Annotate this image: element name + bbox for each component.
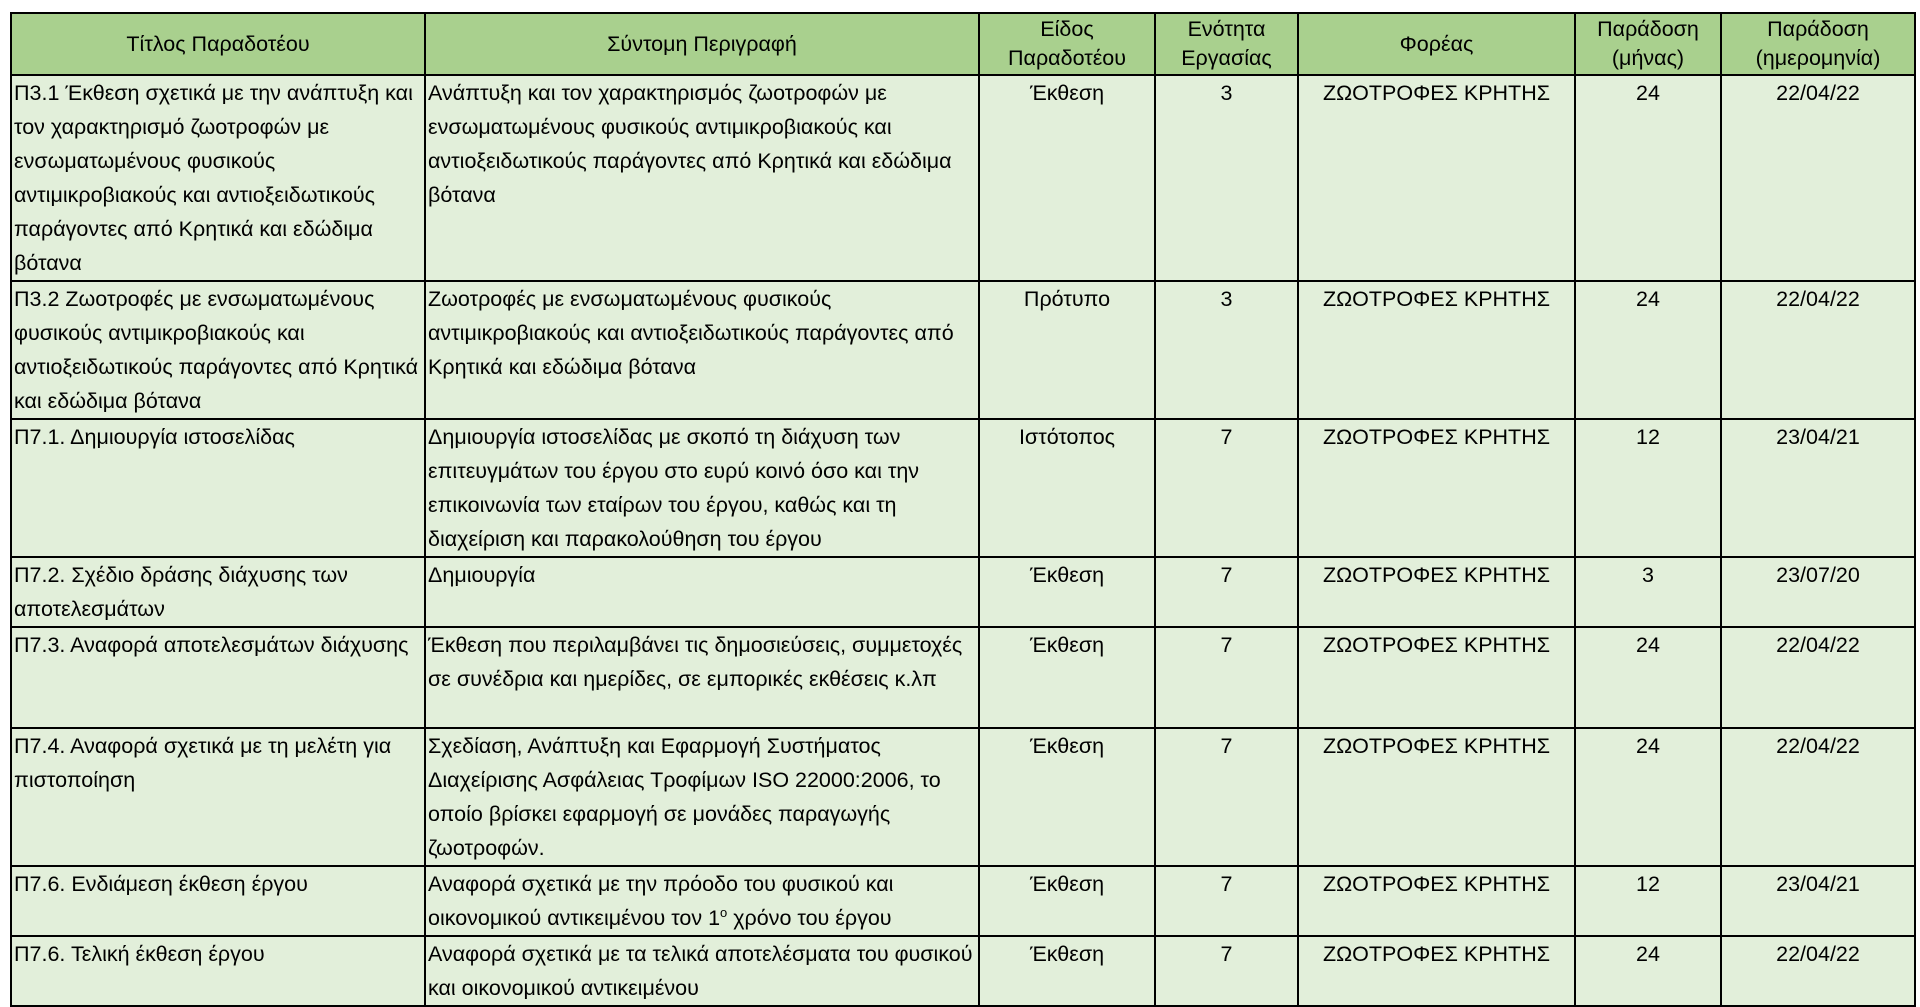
deliverable-title: Π7.3. Αναφορά αποτελεσμάτων διάχυσης [11,627,425,728]
deliverable-month: 24 [1575,627,1721,728]
header-partner: Φορέας [1298,13,1575,75]
table-row [11,728,1915,866]
deliverable-date: 22/04/22 [1721,936,1915,1006]
deliverable-work-package: 3 [1155,75,1298,281]
deliverable-description: Αναφορά σχετικά με τα τελικά αποτελέσματα του φυσικού και οικονομικού αντικειμένου [425,936,979,1006]
deliverable-partner: ΖΩΟΤΡΟΦΕΣ ΚΡΗΤΗΣ [1298,281,1575,419]
deliverable-month: 3 [1575,557,1721,627]
table-row [11,866,1915,936]
deliverables-table [10,12,1916,1007]
deliverable-month: 12 [1575,419,1721,557]
deliverable-description: Σχεδίαση, Ανάπτυξη και Εφαρμογή Συστήματος Διαχείρισης Ασφάλειας Τροφίμων ISO 22000:2006, το οποίο βρίσκει εφαρμογή σε μονάδες παραγωγής ζωοτροφών. [425,728,979,866]
deliverable-description [425,866,979,936]
deliverable-title: Π3.1 Έκθεση σχετικά με την ανάπτυξη και τον χαρακτηρισμό ζωοτροφών με ενσωματωμένους φυσικούς αντιμικροβιακούς και αντιοξειδωτικούς παράγοντες από Κρητικά και εδώδιμα βότανα [11,75,425,281]
table-row [11,936,1915,1006]
ordinal-superscript: ο [720,904,728,920]
deliverable-work-package: 3 [1155,281,1298,419]
header-title: Τίτλος Παραδοτέου [11,13,425,75]
deliverable-partner: ΖΩΟΤΡΟΦΕΣ ΚΡΗΤΗΣ [1298,419,1575,557]
deliverable-work-package: 7 [1155,936,1298,1006]
deliverable-description: Δημιουργία ιστοσελίδας με σκοπό τη διάχυση των επιτευγμάτων του έργου στο ευρύ κοινό όσο και την επικοινωνία των εταίρων του έργου, καθώς και τη διαχείριση και παρακολούθηση του έργου [425,419,979,557]
deliverable-work-package: 7 [1155,419,1298,557]
deliverable-description: Έκθεση που περιλαμβάνει τις δημοσιεύσεις, συμμετοχές σε συνέδρια και ημερίδες, σε εμπορικές εκθέσεις κ.λπ [425,627,979,728]
header-type: Είδος Παραδοτέου [979,13,1155,75]
deliverable-date: 23/04/21 [1721,866,1915,936]
deliverable-month: 24 [1575,75,1721,281]
table-row [11,627,1915,728]
deliverable-date: 23/04/21 [1721,419,1915,557]
deliverable-title: Π7.2. Σχέδιο δράσης διάχυσης των αποτελεσμάτων [11,557,425,627]
deliverable-type: Έκθεση [979,75,1155,281]
deliverable-title: Π3.2 Ζωοτροφές με ενσωματωμένους φυσικούς αντιμικροβιακούς και αντιοξειδωτικούς παράγοντες από Κρητικά και εδώδιμα βότανα [11,281,425,419]
deliverable-month: 12 [1575,866,1721,936]
deliverable-type: Πρότυπο [979,281,1155,419]
deliverable-type: Έκθεση [979,866,1155,936]
deliverable-partner: ΖΩΟΤΡΟΦΕΣ ΚΡΗΤΗΣ [1298,557,1575,627]
table-row [11,419,1915,557]
deliverable-title: Π7.4. Αναφορά σχετικά με τη μελέτη για πιστοποίηση [11,728,425,866]
deliverable-title: Π7.6. Τελική έκθεση έργου [11,936,425,1006]
description-text: χρόνο του έργου [727,906,892,930]
table-row [11,281,1915,419]
deliverable-partner: ΖΩΟΤΡΟΦΕΣ ΚΡΗΤΗΣ [1298,75,1575,281]
deliverable-description: Δημιουργία [425,557,979,627]
deliverable-type: Ιστότοπος [979,419,1155,557]
header-row [11,13,1915,75]
deliverable-partner: ΖΩΟΤΡΟΦΕΣ ΚΡΗΤΗΣ [1298,866,1575,936]
header-date: Παράδοση (ημερομηνία) [1721,13,1915,75]
deliverable-description: Ανάπτυξη και τον χαρακτηρισμός ζωοτροφών με ενσωματωμένους φυσικούς αντιμικροβιακούς και αντιοξειδωτικούς παράγοντες από Κρητικά και εδώδιμα βότανα [425,75,979,281]
deliverable-date: 22/04/22 [1721,75,1915,281]
deliverable-partner: ΖΩΟΤΡΟΦΕΣ ΚΡΗΤΗΣ [1298,936,1575,1006]
deliverable-date: 22/04/22 [1721,627,1915,728]
description-text: Αναφορά σχετικά με την πρόοδο του φυσικού και οικονομικού αντικειμένου τον 1 [428,872,894,930]
deliverable-date: 22/04/22 [1721,281,1915,419]
table-row [11,75,1915,281]
deliverable-partner: ΖΩΟΤΡΟΦΕΣ ΚΡΗΤΗΣ [1298,627,1575,728]
deliverable-month: 24 [1575,281,1721,419]
deliverable-description: Ζωοτροφές με ενσωματωμένους φυσικούς αντιμικροβιακούς και αντιοξειδωτικούς παράγοντες από Κρητικά και εδώδιμα βότανα [425,281,979,419]
header-description: Σύντομη Περιγραφή [425,13,979,75]
table-header [11,13,1915,75]
deliverable-date: 22/04/22 [1721,728,1915,866]
deliverable-type: Έκθεση [979,936,1155,1006]
deliverable-type: Έκθεση [979,627,1155,728]
deliverable-title: Π7.1. Δημιουργία ιστοσελίδας [11,419,425,557]
table-body [11,75,1915,1006]
deliverable-work-package: 7 [1155,866,1298,936]
deliverable-month: 24 [1575,728,1721,866]
deliverable-month: 24 [1575,936,1721,1006]
deliverable-work-package: 7 [1155,557,1298,627]
deliverable-type: Έκθεση [979,557,1155,627]
header-work-package: Ενότητα Εργασίας [1155,13,1298,75]
table-row [11,557,1915,627]
deliverable-type: Έκθεση [979,728,1155,866]
deliverable-partner: ΖΩΟΤΡΟΦΕΣ ΚΡΗΤΗΣ [1298,728,1575,866]
deliverable-work-package: 7 [1155,627,1298,728]
deliverable-title: Π7.6. Ενδιάμεση έκθεση έργου [11,866,425,936]
header-month: Παράδοση (μήνας) [1575,13,1721,75]
deliverable-work-package: 7 [1155,728,1298,866]
deliverable-date: 23/07/20 [1721,557,1915,627]
